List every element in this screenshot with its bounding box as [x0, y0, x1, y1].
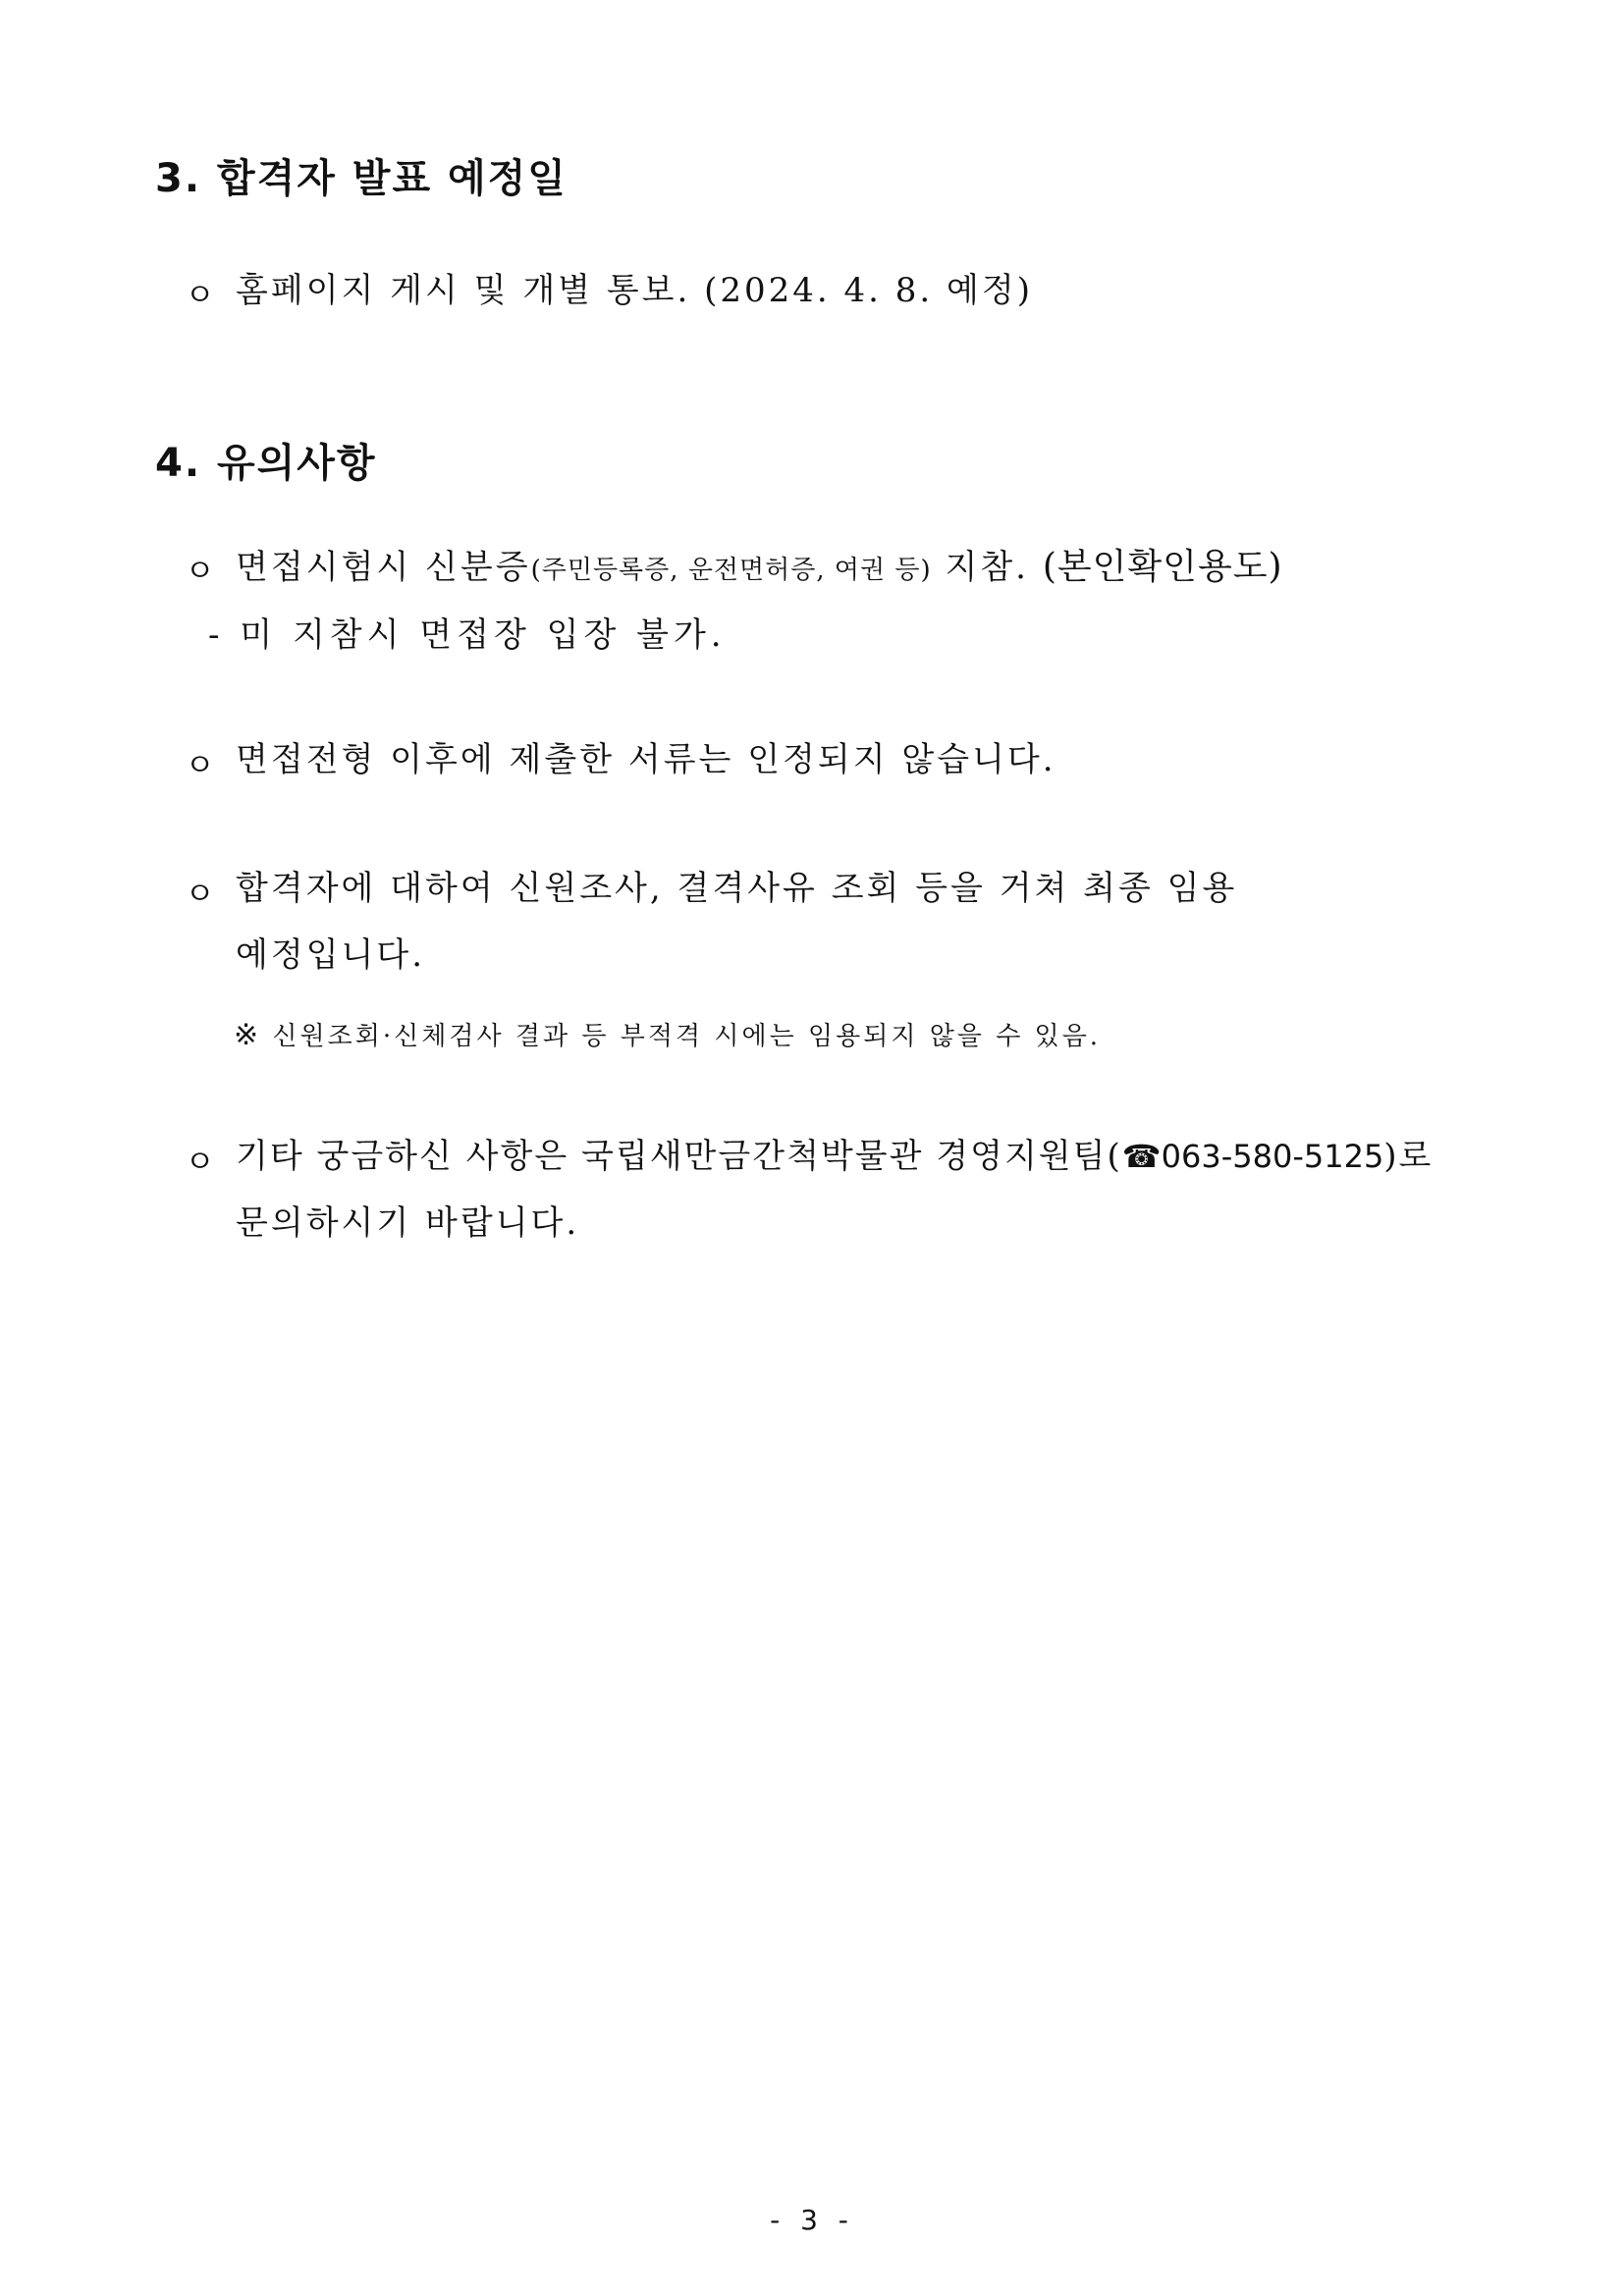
id-requirement-item: [236, 546, 1283, 588]
bullet-marker: ㅇ: [185, 276, 215, 313]
section-4-heading: 4. 유의사항: [155, 441, 377, 486]
contact-line1: [236, 1137, 1433, 1177]
id-requirement-prefix: 면접시험시 신분증: [236, 548, 531, 587]
late-documents-item: 면접전형 이후에 제출한 서류는 인정되지 않습니다.: [236, 740, 1056, 779]
bullet-marker: ㅇ: [185, 875, 215, 912]
final-appointment-line2: 예정입니다.: [236, 935, 426, 975]
telephone-icon: ☎: [1121, 1138, 1162, 1175]
id-examples: (주민등록증, 운전면허증, 여권 등): [530, 556, 932, 585]
section-3-heading: 3. 합격자 발표 예정일: [155, 156, 568, 201]
contact-line2: 문의하시기 바랍니다.: [236, 1203, 580, 1243]
phone-number: 063-580-5125: [1161, 1138, 1384, 1175]
disqualification-note-text: 신원조회·신체검사 결과 등 부적격 시에는 임용되지 않을 수 있음.: [272, 1022, 1102, 1051]
id-requirement-subnote: - 미 지참시 면접장 입장 불가.: [208, 615, 727, 655]
contact-prefix: 기타 궁금하신 사항은 국립새만금간척박물관 경영지원팀(: [236, 1137, 1122, 1176]
page-number: - 3 -: [770, 2204, 854, 2236]
disqualification-note: [234, 1018, 1101, 1053]
id-purpose: (본인확인용도): [1042, 547, 1283, 587]
bullet-marker: ㅇ: [185, 1143, 215, 1180]
announcement-item: 홈페이지 게시 및 개별 통보. (2024. 4. 8. 예정): [236, 271, 1033, 310]
bullet-marker: ㅇ: [185, 746, 215, 783]
contact-suffix: )로: [1383, 1137, 1434, 1176]
reference-mark-icon: ※: [234, 1018, 262, 1052]
id-requirement-middle: 지참.: [931, 548, 1043, 587]
final-appointment-line1: 합격자에 대하여 신원조사, 결격사유 조회 등을 거쳐 최종 임용: [236, 869, 1238, 908]
bullet-marker: ㅇ: [185, 552, 215, 589]
